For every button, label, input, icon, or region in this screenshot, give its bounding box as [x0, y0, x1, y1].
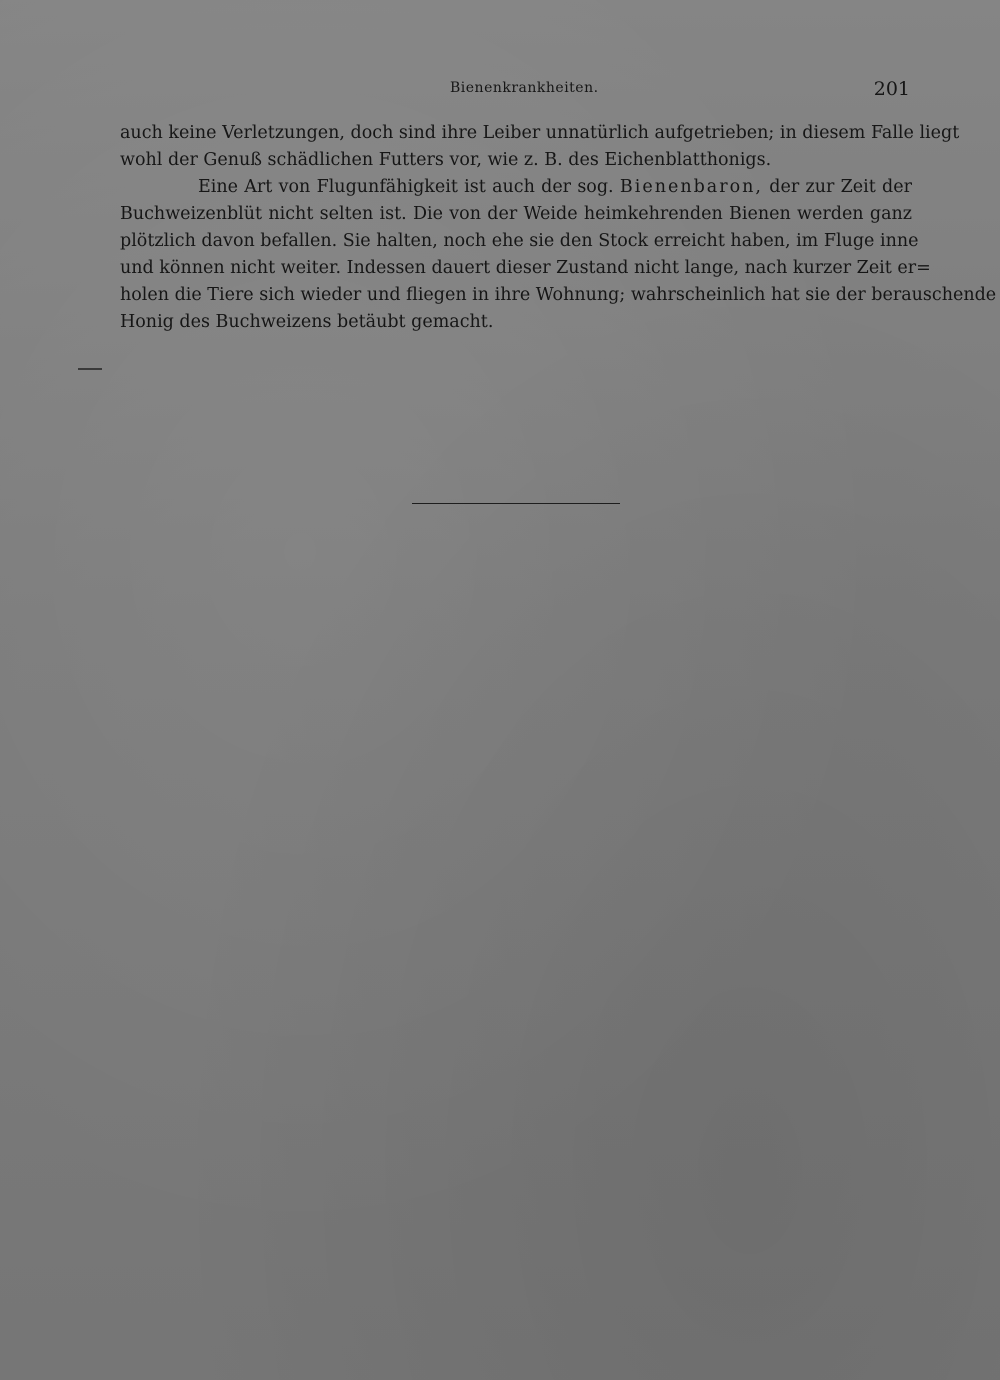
- text-segment: der zur Zeit der: [769, 177, 912, 197]
- text-line: plötzlich davon befallen. Sie halten, noch ehe sie den Stock erreicht haben, im Fluge inne: [120, 231, 919, 251]
- text-line: Buchweizenblüt nicht selten ist. Die von der Weide heimkehrenden Bienen werden ganz: [120, 204, 912, 224]
- section-end-rule: [412, 503, 620, 504]
- text-line: wohl der Genuß schädlichen Futters vor, wie z. B. des Eichenblatthonigs.: [120, 150, 772, 170]
- text-line: und können nicht weiter. Indessen dauert dieser Zustand nicht lange, nach kurzer Zeit er=: [120, 258, 931, 278]
- text-line: Honig des Buchweizens betäubt gemacht.: [120, 312, 494, 332]
- text-line: auch keine Verletzungen, doch sind ihre Leiber unnatürlich aufgetrieben; in diesem Falle liegt: [120, 123, 960, 143]
- text-line: [120, 174, 912, 201]
- text-line: holen die Tiere sich wieder und fliegen in ihre Wohnung; wahrscheinlich hat sie der berauschende: [120, 285, 997, 305]
- page-number: 201: [873, 78, 910, 100]
- running-header: [120, 78, 910, 102]
- body-text: [120, 120, 997, 336]
- text-segment: Eine Art von Flugunfähigkeit ist auch der sog.: [198, 177, 614, 197]
- emphasized-term: Bienenbaron,: [619, 177, 763, 197]
- running-title: Bienenkrankheiten.: [450, 80, 599, 96]
- margin-mark: [78, 368, 102, 370]
